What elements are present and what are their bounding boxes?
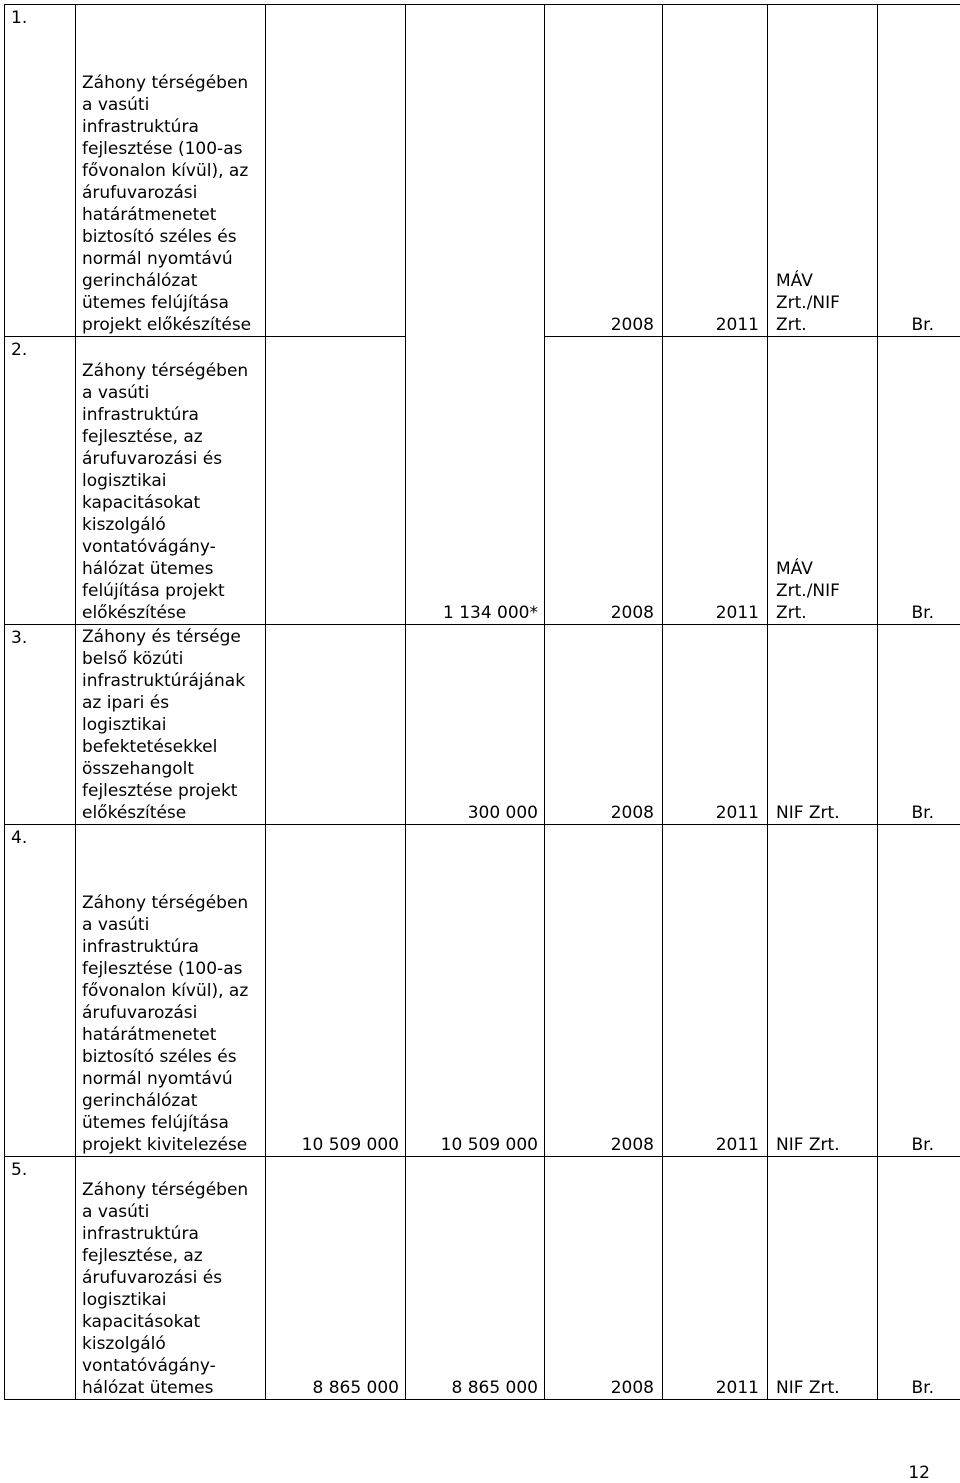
table-row [5,1157,960,1400]
row-number-text: 5. [11,1160,28,1180]
row-number [5,1157,76,1400]
cost-cell-1 [266,337,406,625]
note-text: Br. [911,1135,934,1155]
merged-cost-value: 1 134 000* [442,603,538,623]
cost-cell-1 [266,1157,406,1400]
year-end-text: 2011 [715,315,759,335]
year-end [663,337,768,625]
note-text: Br. [911,603,934,623]
cost-cell-1 [266,5,406,337]
row-number [5,625,76,825]
page-number: 12 [908,1463,930,1483]
note-text: Br. [911,1378,934,1398]
implementer [768,5,878,337]
cost-cell-2 [406,625,545,825]
year-start [545,1157,663,1400]
year-start [545,337,663,625]
row-number-text: 2. [11,340,28,360]
year-end-text: 2011 [715,1378,759,1398]
project-name-text: Záhony térségében a vasúti infrastruktúra fejlesztése (100-as fővonalon kívül), az árufuvarozási határátmenetet biztosító széles és normál nyomtávú gerinchálózat ütemes felújítása projekt kivitelezése [82,893,249,1155]
note [878,625,960,825]
implementer [768,825,878,1157]
note-text: Br. [911,315,934,335]
project-name [76,1157,266,1400]
year-end [663,825,768,1157]
note [878,5,960,337]
row-number-text: 1. [11,8,28,28]
note [878,825,960,1157]
project-name-text: Záhony térségében a vasúti infrastruktúra fejlesztése, az árufuvarozási és logisztikai kapacitásokat kiszolgáló vontatóvágány-hálózat ütemes felújítása projekt előkészítése [82,361,249,623]
project-name-text: Záhony térségében a vasúti infrastruktúra fejlesztése (100-as fővonalon kívül), az árufuvarozási határátmenetet biztosító széles és normál nyomtávú gerinchálózat ütemes felújítása projekt előkészítése [82,73,252,335]
implementer [768,337,878,625]
project-name-text: Záhony térségében a vasúti infrastruktúra fejlesztése, az árufuvarozási és logisztikai kapacitásokat kiszolgáló vontatóvágány-hálózat ütemes [82,1180,249,1398]
implementer [768,625,878,825]
year-start-text: 2008 [610,1378,654,1398]
row-number-text: 3. [11,628,28,648]
implementer-text: NIF Zrt. [776,1135,840,1155]
cost-cell-2 [406,1157,545,1400]
project-name [76,825,266,1157]
implementer-text: NIF Zrt. [776,803,840,823]
cost-2-text: 300 000 [467,803,538,823]
year-start [545,825,663,1157]
note [878,1157,960,1400]
cost-1-text: 10 509 000 [301,1135,399,1155]
row-number-text: 4. [11,828,28,848]
year-end [663,625,768,825]
implementer-text: MÁV Zrt./NIF Zrt. [776,271,840,335]
year-start-text: 2008 [610,315,654,335]
cost-2-text: 10 509 000 [440,1135,538,1155]
project-name [76,337,266,625]
year-end-text: 2011 [715,1135,759,1155]
implementer [768,1157,878,1400]
year-start-text: 2008 [610,803,654,823]
year-start-text: 2008 [610,1135,654,1155]
note-text: Br. [911,803,934,823]
row-number [5,337,76,625]
year-end [663,1157,768,1400]
year-end-text: 2011 [715,803,759,823]
row-number [5,825,76,1157]
implementer-text: NIF Zrt. [776,1378,840,1398]
note [878,337,960,625]
table-row [5,825,960,1157]
table-row [5,625,960,825]
implementer-text: MÁV Zrt./NIF Zrt. [776,559,840,623]
cost-cell-2-merged [406,5,545,625]
project-name [76,625,266,825]
cost-cell-2 [406,825,545,1157]
year-start [545,625,663,825]
year-start [545,5,663,337]
row-number [5,5,76,337]
table-row [5,5,960,337]
project-table [4,4,960,1400]
cost-cell-1 [266,625,406,825]
project-name [76,5,266,337]
cost-1-text: 8 865 000 [312,1378,399,1398]
year-end [663,5,768,337]
year-end-text: 2011 [715,603,759,623]
cost-2-text: 8 865 000 [451,1378,538,1398]
project-name-text: Záhony és térsége belső közúti infrastruktúrájának az ipari és logisztikai befektetésekkel összehangolt fejlesztése projekt előkészítése [82,627,246,823]
year-start-text: 2008 [610,603,654,623]
cost-cell-1 [266,825,406,1157]
